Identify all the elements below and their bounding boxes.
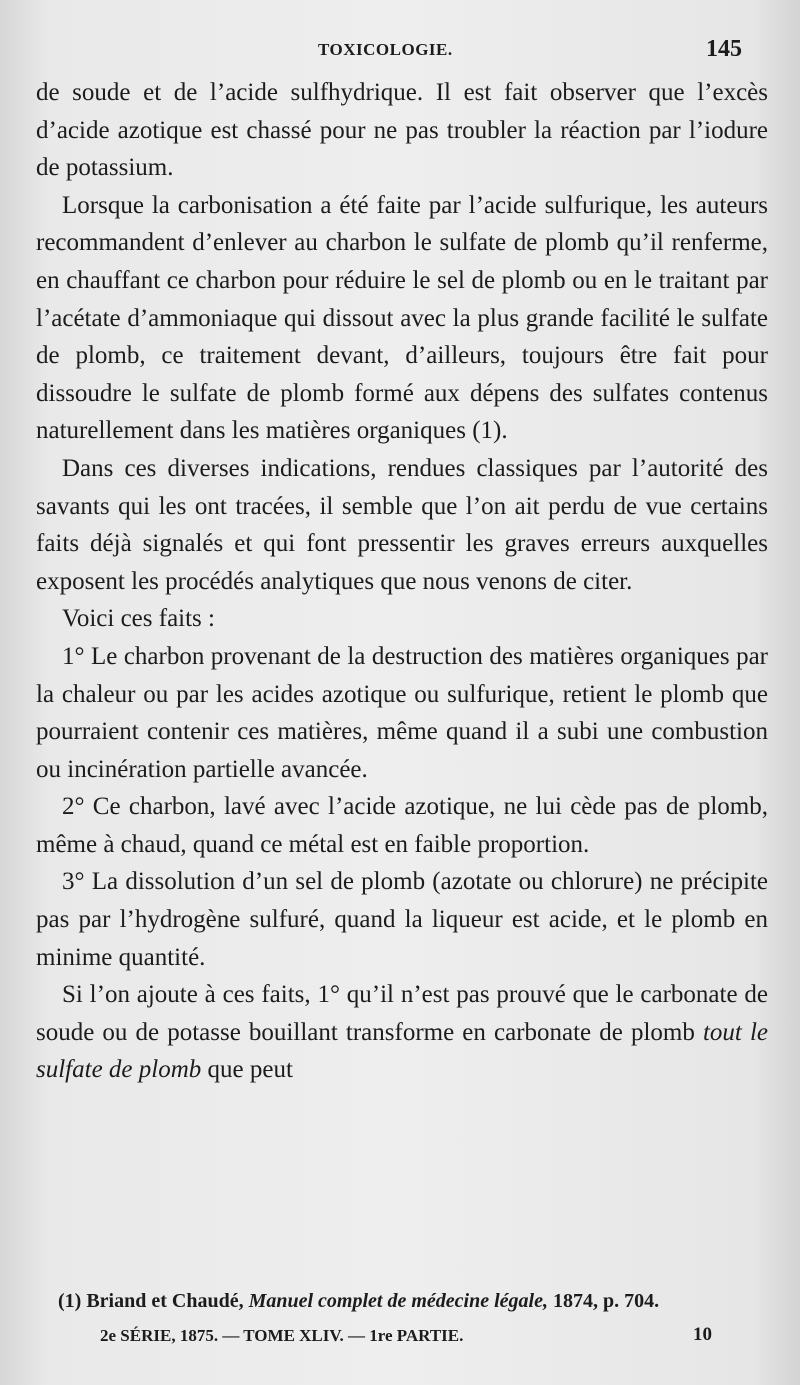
footnote-title: Manuel complet de médecine légale, bbox=[248, 1290, 548, 1312]
running-title: TOXICOLOGIE. bbox=[318, 40, 453, 59]
signature-number: 10 bbox=[693, 1324, 712, 1345]
paragraph-text: que peut bbox=[201, 1056, 293, 1084]
paragraph-text: Si l’on ajoute à ces faits, 1° qu’il n’est pas prouvé que le carbonate de soude ou de potasse bouillant transforme en carbonate de plomb bbox=[36, 981, 768, 1046]
page-header bbox=[0, 36, 800, 70]
italic-emphasis: tout le sulfate de plomb bbox=[36, 1018, 768, 1084]
paragraph: Lorsque la carbonisation a été faite par l’acide sulfurique, les auteurs recommandent d’enlever au charbon le sulfate de plomb qu’il renferme, en chauffant ce charbon pour réduire le sel de plomb ou en le traitant par l’acétate d’ammoniaque qui dissout avec la plus grande facilité le sulfate de plomb, ce traitement devant, d’ailleurs, toujours être fait pour dissoudre le sulfate de plomb formé aux dépens des sulfates contenus naturellement dans les matières organiques (1). bbox=[36, 191, 768, 445]
page-number: 145 bbox=[706, 36, 742, 62]
list-item: 2° Ce charbon, lavé avec l’acide azotique, ne lui cède pas de plomb, même à chaud, quand ce métal est en faible proportion. bbox=[36, 793, 768, 858]
paragraph: Voici ces faits : bbox=[62, 605, 215, 633]
signature-text: 2e SÉRIE, 1875. — TOME XLIV. — 1re PARTIE. bbox=[100, 1326, 464, 1345]
footnote bbox=[58, 1290, 770, 1313]
paragraph: Dans ces diverses indications, rendues classiques par l’autorité des savants qui les ont tracées, il semble que l’on ait perdu de vue certains faits déjà signalés et qui font pressentir les graves erreurs auxquelles exposent les procédés analytiques que nous venons de citer. bbox=[36, 454, 768, 595]
signature-line bbox=[100, 1326, 712, 1346]
footnote-rest: 1874, p. 704. bbox=[547, 1290, 660, 1312]
paragraph bbox=[36, 976, 768, 1089]
paragraph: de soude et de l’acide sulfhydrique. Il est fait observer que l’excès d’acide azotique est chassé pour ne pas troubler la réaction par l’iodure de potassium. bbox=[36, 79, 768, 182]
body-text bbox=[36, 74, 768, 1089]
list-item: 1° Le charbon provenant de la destruction des matières organiques par la chaleur ou par les acides azotique ou sulfurique, retient le plomb que pourraient contenir ces matières, même quand il a subi une combustion ou incinération partielle avancée. bbox=[36, 642, 768, 783]
footnote-ref: (1) Briand et Chaudé, bbox=[58, 1290, 249, 1312]
list-item: 3° La dissolution d’un sel de plomb (azotate ou chlorure) ne précipite pas par l’hydrogène sulfuré, quand la liqueur est acide, et le plomb en minime quantité. bbox=[36, 868, 768, 971]
